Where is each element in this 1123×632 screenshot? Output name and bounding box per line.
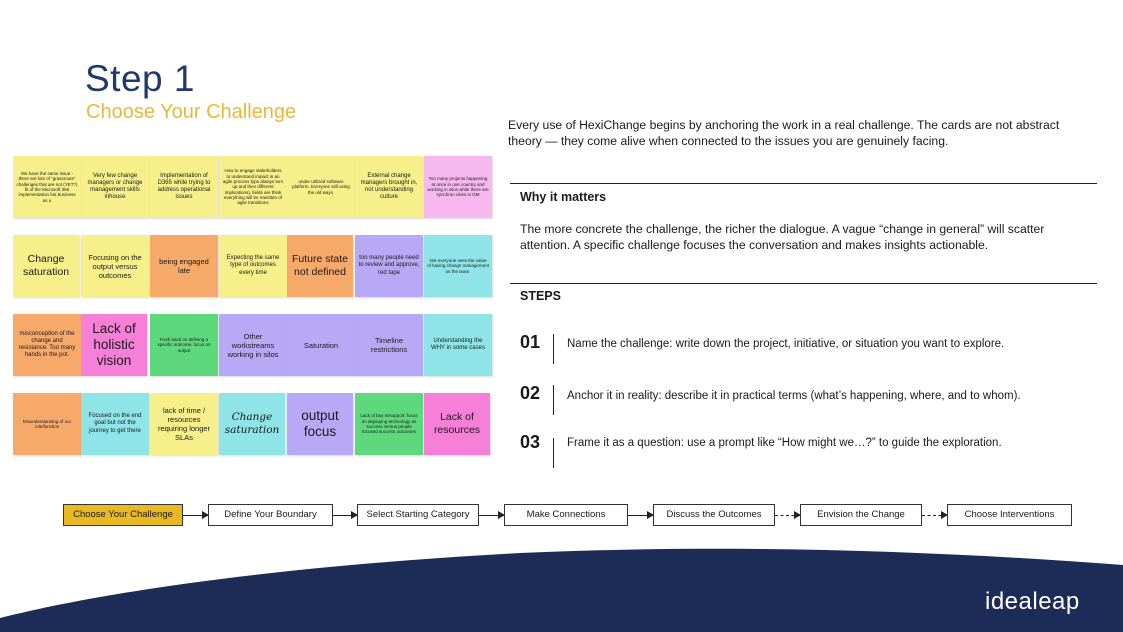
flow-step-select-category[interactable]: Select Starting Category — [357, 504, 479, 526]
divider — [510, 183, 1097, 184]
sticky-note[interactable]: being engaged late — [150, 235, 218, 297]
sticky-note[interactable]: Focused on the end goal but not the journey to get there — [81, 393, 149, 455]
arrow-icon — [333, 515, 357, 516]
sticky-note[interactable]: Lack of resources — [424, 393, 490, 455]
step-divider — [553, 334, 554, 364]
arrow-icon — [183, 515, 208, 516]
sticky-note[interactable]: Saturation — [287, 314, 355, 376]
step-number: 03 — [520, 432, 541, 452]
idealeap-logo: idealeap — [985, 588, 1080, 615]
step-divider — [553, 438, 554, 468]
steps-heading: STEPS — [520, 289, 561, 303]
sticky-note[interactable]: Misunderstanding of our role/function — [13, 393, 81, 455]
sticky-note[interactable]: Very few change managers or change management skills inhouse — [81, 156, 149, 218]
why-heading: Why it matters — [520, 190, 607, 204]
sticky-note[interactable]: Lack of buy in/support: focus on deploying technology as success versus people focused success outcomes — [355, 393, 423, 455]
sticky-note[interactable]: output focus — [287, 393, 353, 455]
sticky-note[interactable]: Focusing on the output versus outcomes — [81, 235, 149, 297]
sticky-note[interactable]: Timeline restrictions — [355, 314, 423, 376]
dashed-arrow-icon — [775, 515, 800, 516]
sticky-note[interactable]: Too many projects happening at once in one country and working in silos while there are synchron cities in OM — [424, 156, 492, 218]
step-text: Name the challenge: write down the project, initiative, or situation you want to explore. — [567, 338, 1005, 350]
flow-step-envision-change[interactable]: Envision the Change — [800, 504, 922, 526]
arrow-icon — [479, 515, 504, 516]
sticky-note[interactable]: Push back on defining a specific outcome, focus on output — [150, 314, 218, 376]
sticky-note[interactable]: too many people need to review and approve, red tape — [355, 235, 423, 297]
page-title: Step 1 — [85, 58, 195, 99]
sticky-note[interactable]: Change saturation — [13, 235, 79, 297]
sticky-note[interactable]: misconception of the change and resistance. Too many hands in the pot. — [13, 314, 81, 376]
dashed-arrow-icon — [922, 515, 947, 516]
page-subtitle: Choose Your Challenge — [86, 101, 297, 123]
sticky-note[interactable]: Not everyone sees the value of having change management on the team. — [424, 235, 492, 297]
intro-paragraph: Every use of HexiChange begins by anchoring the work in a real challenge. The cards are not abstract theory — they come alive when connected to the issues you are genuinely facing. — [508, 118, 1060, 148]
flow-step-choose-challenge[interactable]: Choose Your Challenge — [63, 504, 183, 526]
footer-wave — [0, 540, 1123, 632]
why-paragraph: The more concrete the challenge, the richer the dialogue. A vague “change in general” will scatter attention. A specific challenge focuses the conversation and makes insights actionable. — [520, 222, 1045, 252]
flow-step-define-boundary[interactable]: Define Your Boundary — [208, 504, 333, 526]
arrow-icon — [628, 515, 653, 516]
sticky-note[interactable]: Change saturation — [219, 393, 285, 455]
sticky-note[interactable]: How to engage stakeholders to understand impact in an agile process type always turn up and then different implications), fields are think everything will be rewritten of agile transitions — [219, 156, 287, 218]
step-number: 02 — [520, 383, 541, 403]
sticky-note[interactable]: Understanding the WHY in some cases — [424, 314, 492, 376]
step-number: 01 — [520, 332, 541, 352]
step-text: Frame it as a question: use a prompt like “How might we…?” to guide the exploration. — [567, 437, 1002, 449]
flow-step-make-connections[interactable]: Make Connections — [504, 504, 628, 526]
sticky-note[interactable]: Expecting the same type of outcomes every time — [219, 235, 287, 297]
flow-step-choose-interventions[interactable]: Choose Interventions — [947, 504, 1072, 526]
sticky-note[interactable]: Lack of holistic vision — [81, 314, 147, 376]
sticky-note[interactable]: Other workstreams working in silos — [219, 314, 287, 376]
sticky-note[interactable]: Implementation of D365 while trying to address operational issues — [150, 156, 218, 218]
step-divider — [553, 385, 554, 415]
sticky-note[interactable]: Future state not defined — [287, 235, 353, 297]
flow-step-discuss-outcomes[interactable]: Discuss the Outcomes — [653, 504, 775, 526]
sticky-note[interactable]: We have the same issue - there are lots of "grassroots" challenges that are not (YET?) fit of the Microsoft 365 implementation but business as u — [13, 156, 81, 218]
divider — [510, 283, 1097, 284]
sticky-note[interactable]: under utilized software platform. Everyone still using the old ways. — [287, 156, 355, 218]
sticky-note[interactable]: lack of time / resources requiring longer SLAs — [150, 393, 218, 455]
step-text: Anchor it in reality: describe it in practical terms (what’s happening, where, and to whom). — [567, 390, 1021, 402]
sticky-note[interactable]: External change managers brought in, not understanding culture — [355, 156, 423, 218]
